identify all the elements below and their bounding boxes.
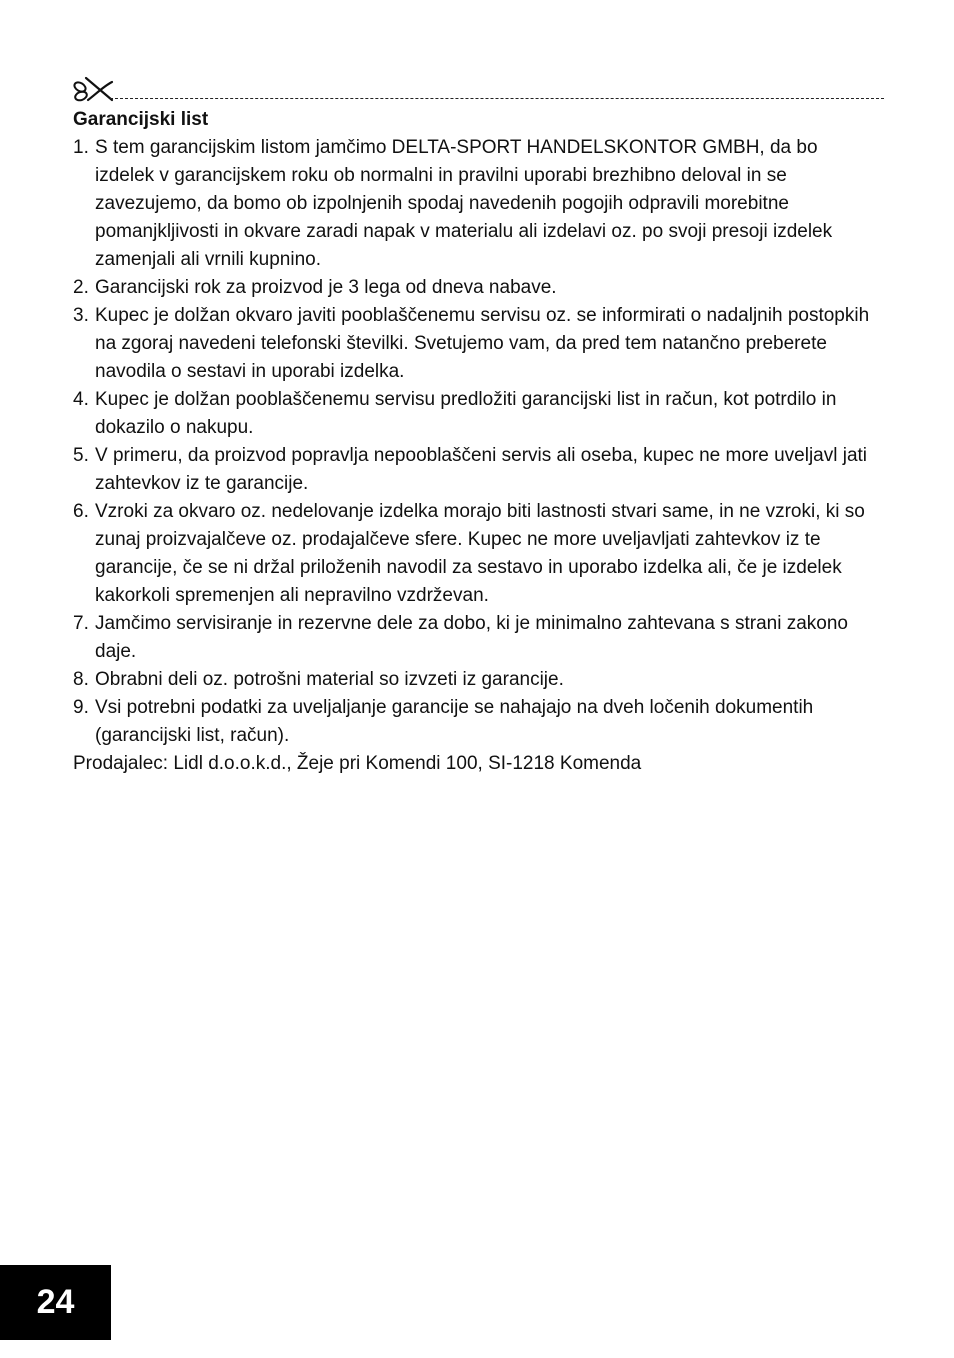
cut-dashed-line [110, 98, 884, 99]
list-item: 6. Vzroki za okvaro oz. nedelovanje izdelka morajo biti lastnosti stvari same, in ne vzroki, ki so zunaj proizvajalčeve oz. prodajalčeve sfere. Kupec ne more uveljavljati zahtevkov iz te garancije, če se ni držal priloženih navodil za sestavo in uporabo izdelka ali, če je izdelek kakorkoli spremenjen ali nepravilno vzdrževan. [73, 501, 865, 606]
list-item: 1. S tem garancijskim listom jamčimo DELTA-SPORT HANDELSKONTOR GMBH, da bo izdelek v garancijskem roku ob normalni in pravilni uporabi brezhibno deloval in se zavezujemo, da bomo ob izpolnjenih spodaj navedenih pogojih odpravili morebitne pomanjkljivosti in okvare zaradi napak v materialu ali izdelavi oz. po svoji presoji izdelek zamenjali ali vrnili kupnino. [73, 137, 833, 270]
seller-info: Prodajalec: Lidl d.o.o.k.d., Žeje pri Komendi 100, SI-1218 Komenda [73, 753, 642, 774]
scissors-icon [72, 74, 116, 104]
cut-line [72, 74, 884, 104]
list-item: 2. Garancijski rok za proizvod je 3 lega od dneva nabave. [73, 277, 557, 298]
list-item: 8. Obrabni deli oz. potrošni material so izvzeti iz garancije. [73, 669, 564, 690]
list-item: 9. Vsi potrebni podatki za uveljaljanje garancije se nahajajo na dveh ločenih dokumentih (garancijski list, račun). [73, 697, 814, 746]
page-title: Garancijski list [73, 109, 209, 130]
terms-list [73, 134, 881, 750]
list-item: 7. Jamčimo servisiranje in rezervne dele za dobo, ki je minimalno zahtevana s strani zakono daje. [73, 613, 848, 662]
page-number: 24 [36, 1283, 75, 1321]
page-number-badge [0, 1265, 111, 1340]
list-item: 5. V primeru, da proizvod popravlja nepooblaščeni servis ali oseba, kupec ne more uveljavl jati zahtevkov iz te garancije. [73, 445, 868, 494]
list-item: 4. Kupec je dolžan pooblaščenemu servisu predložiti garancijski list in račun, kot potrdilo in dokazilo o nakupu. [73, 389, 837, 438]
warranty-card [73, 106, 881, 778]
list-item: 3. Kupec je dolžan okvaro javiti pooblaščenemu servisu oz. se informirati o nadaljnih postopkih na zgoraj navedeni telefonski številki. Svetujemo vam, da pred tem natančno preberete navodila o sestavi in uporabi izdelka. [73, 305, 870, 382]
